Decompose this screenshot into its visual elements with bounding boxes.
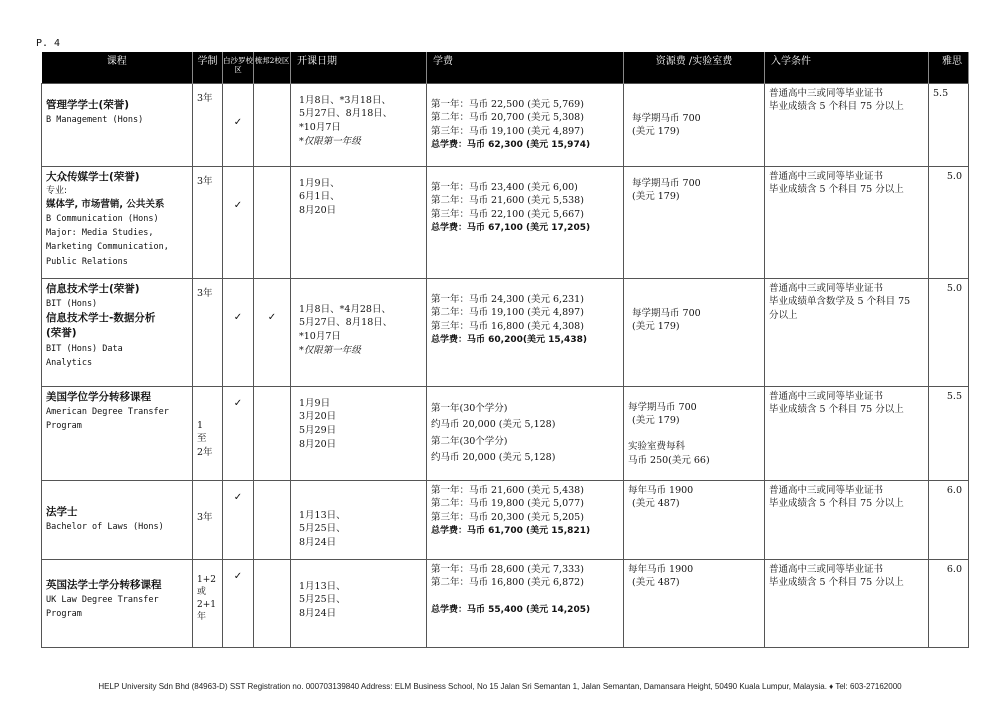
fee-total: 总学费：马币 62,300 (美元 15,974) (431, 139, 591, 150)
course-name-cell (42, 83, 193, 166)
intake-note: *仅限第一年级 (299, 135, 361, 147)
fee-line: 第二年：马币 19,800 (美元 5,077) (431, 498, 584, 510)
resource-line: 每年马币 1900 (628, 563, 694, 575)
course-name-en: Marketing Communication, (46, 242, 169, 253)
campus-2-check: ✓ (254, 278, 291, 386)
resource-line: 每学期马币 700 (632, 307, 701, 319)
course-name-cn: 法学士 (46, 505, 78, 518)
course-name-en: Program (46, 609, 82, 620)
resource-line: 每学期马币 700 (632, 177, 701, 189)
intake-line: 6月1日、 (299, 191, 340, 203)
entry-line: 分以上 (769, 310, 798, 322)
campus-2-check (254, 386, 291, 480)
resource-cell (624, 386, 765, 480)
duration-cell: 3年 (193, 83, 223, 166)
entry-line: 毕业成绩含 5 个科目 75 分以上 (769, 577, 904, 589)
intake-line: 8月20日 (299, 438, 337, 450)
intake-line: 5月25日、 (299, 594, 346, 606)
ielts-cell: 5.0 (929, 166, 969, 278)
resource-line: (美元 179) (632, 415, 680, 427)
intake-cell (291, 278, 427, 386)
intake-note: *仅限第一年级 (299, 344, 361, 356)
fee-spacer (431, 590, 619, 604)
intake-line: *10月7日 (299, 122, 341, 134)
major-label: 专业: (46, 185, 68, 196)
campus-2-check (254, 480, 291, 559)
intake-cell (291, 386, 427, 480)
fee-line: 第二年：马币 19,100 (美元 4,897) (431, 307, 584, 319)
course-fee-table (41, 52, 969, 648)
campus-2-check (254, 83, 291, 166)
course-name-cell (42, 480, 193, 559)
resource-spacer (628, 428, 760, 440)
course-name-cell (42, 386, 193, 480)
entry-cell (765, 386, 929, 480)
fees-cell (427, 278, 624, 386)
fee-total: 总学费：马币 55,400 (美元 14,205) (431, 605, 591, 616)
campus-1-check: ✓ (223, 480, 254, 559)
intake-line: 5月29日 (299, 425, 337, 437)
intake-line: 8月20日 (299, 205, 337, 217)
fee-line: 第一年：马币 23,400 (美元 6,00) (431, 181, 578, 193)
duration-cell: 3年 (193, 480, 223, 559)
intake-cell (291, 559, 427, 647)
header-ielts: 雅思 (929, 52, 969, 83)
fee-line: 第三年：马币 20,300 (美元 5,205) (431, 512, 584, 524)
page-footer: HELP University Sdn Bhd (84963-D) SST Registration no. 000703139840 Address: ELM Business School, No 15 Jalan Sri Semantan 1, Jalan Semantan, Damansara Height, 50490 Kuala Lumpur, Malaysia. ♦ Tel: 603-27162000 (98, 682, 902, 691)
duration-line: 1 (197, 419, 204, 431)
course-name-cell (42, 166, 193, 278)
header-intake: 开课日期 (291, 52, 427, 83)
course-name-en: B Management (Hons) (46, 114, 144, 125)
campus-1-check: ✓ (223, 83, 254, 166)
ielts-cell: 5.0 (929, 278, 969, 386)
entry-line: 普通高中三或同等毕业证书 (769, 87, 884, 99)
intake-line: 1月13日、 (299, 580, 346, 592)
duration-line: 2年 (197, 447, 213, 459)
resource-cell (624, 278, 765, 386)
intake-line: 5月27日、8月18日、 (299, 108, 393, 120)
campus-2-check (254, 166, 291, 278)
intake-line: 3月20日 (299, 411, 337, 423)
entry-line: 普通高中三或同等毕业证书 (769, 390, 884, 402)
course-name-cn: 美国学位学分转移课程 (46, 390, 151, 403)
duration-line: 或 (197, 587, 207, 598)
entry-line: 普通高中三或同等毕业证书 (769, 170, 884, 182)
resource-line: 每学期马币 700 (632, 112, 701, 124)
duration-line: 2+1 (197, 599, 216, 610)
entry-line: 普通高中三或同等毕业证书 (769, 282, 884, 294)
resource-line: (美元 179) (632, 126, 680, 138)
entry-cell (765, 480, 929, 559)
entry-line: 毕业成绩单含数学及 5 个科目 75 (769, 296, 911, 308)
ielts-cell: 5.5 (929, 386, 969, 480)
resource-cell (624, 559, 765, 647)
campus-2-check (254, 559, 291, 647)
fees-cell (427, 166, 624, 278)
intake-line: *10月7日 (299, 331, 341, 343)
header-entry: 入学条件 (765, 52, 929, 83)
entry-line: 毕业成绩含 5 个科目 75 分以上 (769, 498, 904, 510)
course-name-cn: 英国法学士学分转移课程 (46, 578, 162, 591)
ielts-cell: 5.5 (929, 83, 969, 166)
course-name-cn: 大众传媒学士(荣誉) (46, 170, 140, 183)
intake-cell (291, 166, 427, 278)
entry-line: 毕业成绩含 5 个科目 75 分以上 (769, 184, 904, 196)
course-name-en: Bachelor of Laws (Hons) (46, 521, 164, 532)
resource-cell (624, 166, 765, 278)
duration-cell (193, 559, 223, 647)
course-name-en: BIT (Hons) Data (46, 343, 123, 354)
fee-line: 第一年：马币 22,500 (美元 5,769) (431, 98, 584, 110)
intake-cell (291, 480, 427, 559)
fee-line: 第二年(30个学分) (431, 435, 508, 447)
entry-cell (765, 83, 929, 166)
entry-cell (765, 559, 929, 647)
course-name-en: BIT (Hons) (46, 298, 98, 309)
page-number: P. 4 (36, 38, 61, 49)
entry-line: 毕业成绩含 5 个科目 75 分以上 (769, 101, 904, 113)
duration-line: 1+2 (197, 574, 216, 585)
course-name-cn: (荣誉) (46, 327, 77, 340)
resource-line: 马币 250(美元 66) (628, 454, 710, 466)
resource-line: 实验室费每科 (628, 441, 686, 453)
entry-cell (765, 166, 929, 278)
ielts-cell: 6.0 (929, 559, 969, 647)
fee-line: 第三年：马币 19,100 (美元 4,897) (431, 126, 584, 138)
header-duration: 学制 (193, 52, 223, 83)
course-name-en: Public Relations (46, 256, 128, 267)
ielts-cell: 6.0 (929, 480, 969, 559)
duration-line: 年 (197, 612, 207, 623)
intake-line: 5月25日、 (299, 523, 346, 535)
header-resource: 资源费 /实验室费 (624, 52, 765, 83)
fee-line: 第一年：马币 28,600 (美元 7,333) (431, 563, 584, 575)
intake-line: 5月27日、8月18日、 (299, 317, 393, 329)
duration-cell: 3年 (193, 166, 223, 278)
course-name-en: Major: Media Studies, (46, 227, 154, 238)
fee-line: 第一年(30个学分) (431, 402, 508, 414)
fee-line: 第二年：马币 21,600 (美元 5,538) (431, 195, 584, 207)
intake-line: 1月13日、 (299, 509, 346, 521)
header-course: 课程 (42, 52, 193, 83)
fee-line: 第三年：马币 16,800 (美元 4,308) (431, 321, 584, 333)
fee-total: 总学费：马币 61,700 (美元 15,821) (431, 525, 591, 536)
course-name-en: UK Law Degree Transfer (46, 594, 159, 605)
course-name-en: Program (46, 421, 82, 432)
resource-line: (美元 179) (632, 321, 680, 333)
fee-line: 第二年：马币 16,800 (美元 6,872) (431, 577, 584, 589)
table-row (42, 166, 969, 278)
fees-cell (427, 480, 624, 559)
fee-line: 第三年：马币 22,100 (美元 5,667) (431, 209, 584, 221)
header-campus-1: 白沙罗校区 (223, 52, 254, 83)
entry-line: 普通高中三或同等毕业证书 (769, 484, 884, 496)
campus-1-check: ✓ (223, 278, 254, 386)
table-row (42, 278, 969, 386)
fee-total: 总学费：马币 60,200(美元 15,438) (431, 334, 587, 345)
table-row (42, 559, 969, 647)
entry-line: 普通高中三或同等毕业证书 (769, 563, 884, 575)
fee-line: 第一年：马币 24,300 (美元 6,231) (431, 293, 584, 305)
course-name-cell (42, 278, 193, 386)
table-row (42, 386, 969, 480)
course-name-cn: 管理学学士(荣誉) (46, 98, 130, 111)
fees-cell (427, 559, 624, 647)
intake-line: 1月8日、*4月28日、 (299, 303, 391, 315)
fee-line: 约马币 20,000 (美元 5,128) (431, 452, 556, 464)
table-row (42, 83, 969, 166)
intake-cell (291, 83, 427, 166)
course-name-en: Analytics (46, 358, 93, 369)
fee-line: 第二年：马币 20,700 (美元 5,308) (431, 112, 584, 124)
intake-line: 1月9日、 (299, 177, 340, 189)
course-name-en: B Communication (Hons) (46, 213, 159, 224)
resource-line: 每学期马币 700 (628, 401, 697, 413)
campus-1-check: ✓ (223, 166, 254, 278)
intake-line: 8月24日 (299, 608, 337, 620)
duration-cell: 3年 (193, 278, 223, 386)
intake-line: 1月9日 (299, 397, 331, 409)
header-campus-2: 梳邦2校区 (254, 52, 291, 83)
campus-1-check: ✓ (223, 386, 254, 480)
resource-line: (美元 487) (632, 498, 680, 510)
resource-line: 每年马币 1900 (628, 484, 694, 496)
course-name-en: American Degree Transfer (46, 406, 169, 417)
course-name-cn: 信息技术学士(荣誉) (46, 282, 140, 295)
duration-line: 至 (197, 433, 207, 445)
resource-cell (624, 480, 765, 559)
table-row (42, 480, 969, 559)
entry-line: 毕业成绩含 5 个科目 75 分以上 (769, 404, 904, 416)
intake-line: 1月8日、*3月18日、 (299, 94, 391, 106)
fee-line: 第一年：马币 21,600 (美元 5,438) (431, 484, 584, 496)
duration-cell (193, 386, 223, 480)
intake-line: 8月24日 (299, 537, 337, 549)
resource-line: (美元 179) (632, 191, 680, 203)
resource-line: (美元 487) (632, 577, 680, 589)
fee-total: 总学费：马币 67,100 (美元 17,205) (431, 222, 591, 233)
course-name-cell (42, 559, 193, 647)
major-cn: 媒体学, 市场营销, 公共关系 (46, 198, 165, 210)
campus-1-check: ✓ (223, 559, 254, 647)
resource-cell (624, 83, 765, 166)
entry-cell (765, 278, 929, 386)
fees-cell (427, 83, 624, 166)
course-name-cn: 信息技术学士-数据分析 (46, 312, 156, 325)
fees-cell (427, 386, 624, 480)
table-header-row (42, 52, 969, 83)
header-fees: 学费 (427, 52, 624, 83)
fee-line: 约马币 20,000 (美元 5,128) (431, 419, 556, 431)
